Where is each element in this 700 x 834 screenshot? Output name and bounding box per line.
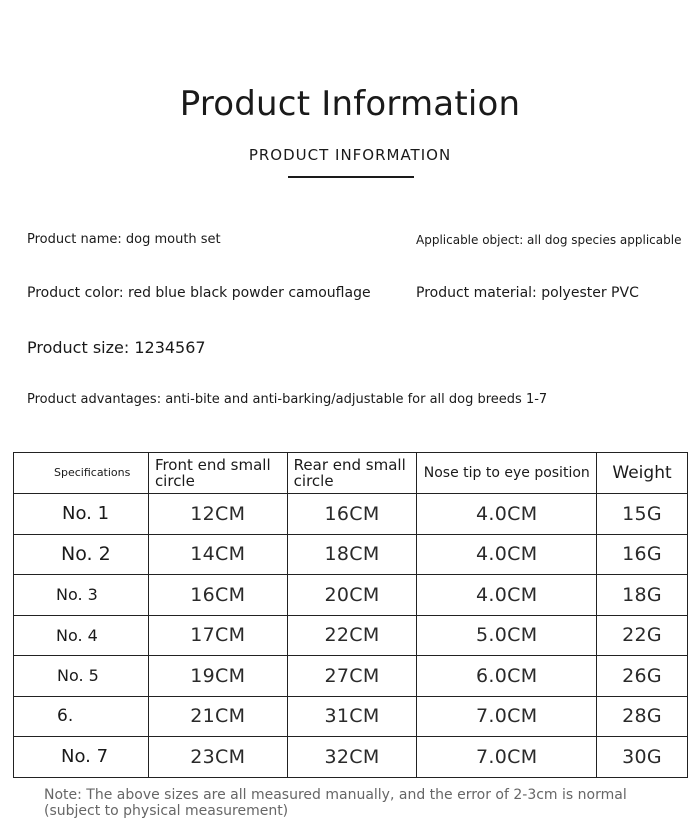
spec-cell: No. 4 <box>14 615 149 656</box>
rear-end-cell: 22CM <box>287 615 417 656</box>
rear-end-cell: 16CM <box>287 494 417 535</box>
front-end-cell: 23CM <box>148 737 287 778</box>
product-color: Product color: red blue black powder camouflage <box>27 285 371 301</box>
applicable-object: Applicable object: all dog species applicable <box>416 233 682 247</box>
product-advantages: Product advantages: anti-bite and anti-barking/adjustable for all dog breeds 1-7 <box>27 392 548 407</box>
header-specifications: Specifications <box>14 453 149 494</box>
table-row <box>14 494 688 535</box>
rear-end-cell: 31CM <box>287 696 417 737</box>
table-row <box>14 656 688 697</box>
table-row <box>14 575 688 616</box>
header-nose-tip: Nose tip to eye position <box>417 453 597 494</box>
product-material: Product material: polyester PVC <box>416 285 639 301</box>
weight-cell: 30G <box>597 737 688 778</box>
weight-cell: 22G <box>597 615 688 656</box>
weight-cell: 26G <box>597 656 688 697</box>
product-size: Product size: 1234567 <box>27 338 206 357</box>
nose-tip-cell: 6.0CM <box>417 656 597 697</box>
nose-tip-cell: 5.0CM <box>417 615 597 656</box>
table-header-row <box>14 453 688 494</box>
nose-tip-cell: 4.0CM <box>417 575 597 616</box>
front-end-cell: 16CM <box>148 575 287 616</box>
spec-cell: 6. <box>14 696 149 737</box>
header-rear-end: Rear end small circle <box>287 453 417 494</box>
table-row <box>14 696 688 737</box>
spec-cell: No. 7 <box>14 737 149 778</box>
title-divider <box>288 176 414 178</box>
header-front-end: Front end small circle <box>148 453 287 494</box>
weight-cell: 16G <box>597 534 688 575</box>
front-end-cell: 17CM <box>148 615 287 656</box>
rear-end-cell: 27CM <box>287 656 417 697</box>
nose-tip-cell: 7.0CM <box>417 696 597 737</box>
table-row <box>14 534 688 575</box>
nose-tip-cell: 7.0CM <box>417 737 597 778</box>
table-row <box>14 615 688 656</box>
rear-end-cell: 32CM <box>287 737 417 778</box>
front-end-cell: 19CM <box>148 656 287 697</box>
rear-end-cell: 18CM <box>287 534 417 575</box>
front-end-cell: 12CM <box>148 494 287 535</box>
rear-end-cell: 20CM <box>287 575 417 616</box>
front-end-cell: 21CM <box>148 696 287 737</box>
weight-cell: 15G <box>597 494 688 535</box>
page-subtitle: PRODUCT INFORMATION <box>248 146 452 164</box>
page-title: Product Information <box>179 84 521 124</box>
nose-tip-cell: 4.0CM <box>417 494 597 535</box>
header-weight: Weight <box>597 453 688 494</box>
spec-cell: No. 2 <box>14 534 149 575</box>
product-name: Product name: dog mouth set <box>27 232 221 247</box>
table-row <box>14 737 688 778</box>
front-end-cell: 14CM <box>148 534 287 575</box>
nose-tip-cell: 4.0CM <box>417 534 597 575</box>
specifications-table <box>13 452 688 778</box>
spec-cell: No. 5 <box>14 656 149 697</box>
spec-cell: No. 3 <box>14 575 149 616</box>
spec-cell: No. 1 <box>14 494 149 535</box>
weight-cell: 18G <box>597 575 688 616</box>
weight-cell: 28G <box>597 696 688 737</box>
measurement-note: Note: The above sizes are all measured manually, and the error of 2-3cm is normal (subject to physical measurement) <box>44 787 627 819</box>
